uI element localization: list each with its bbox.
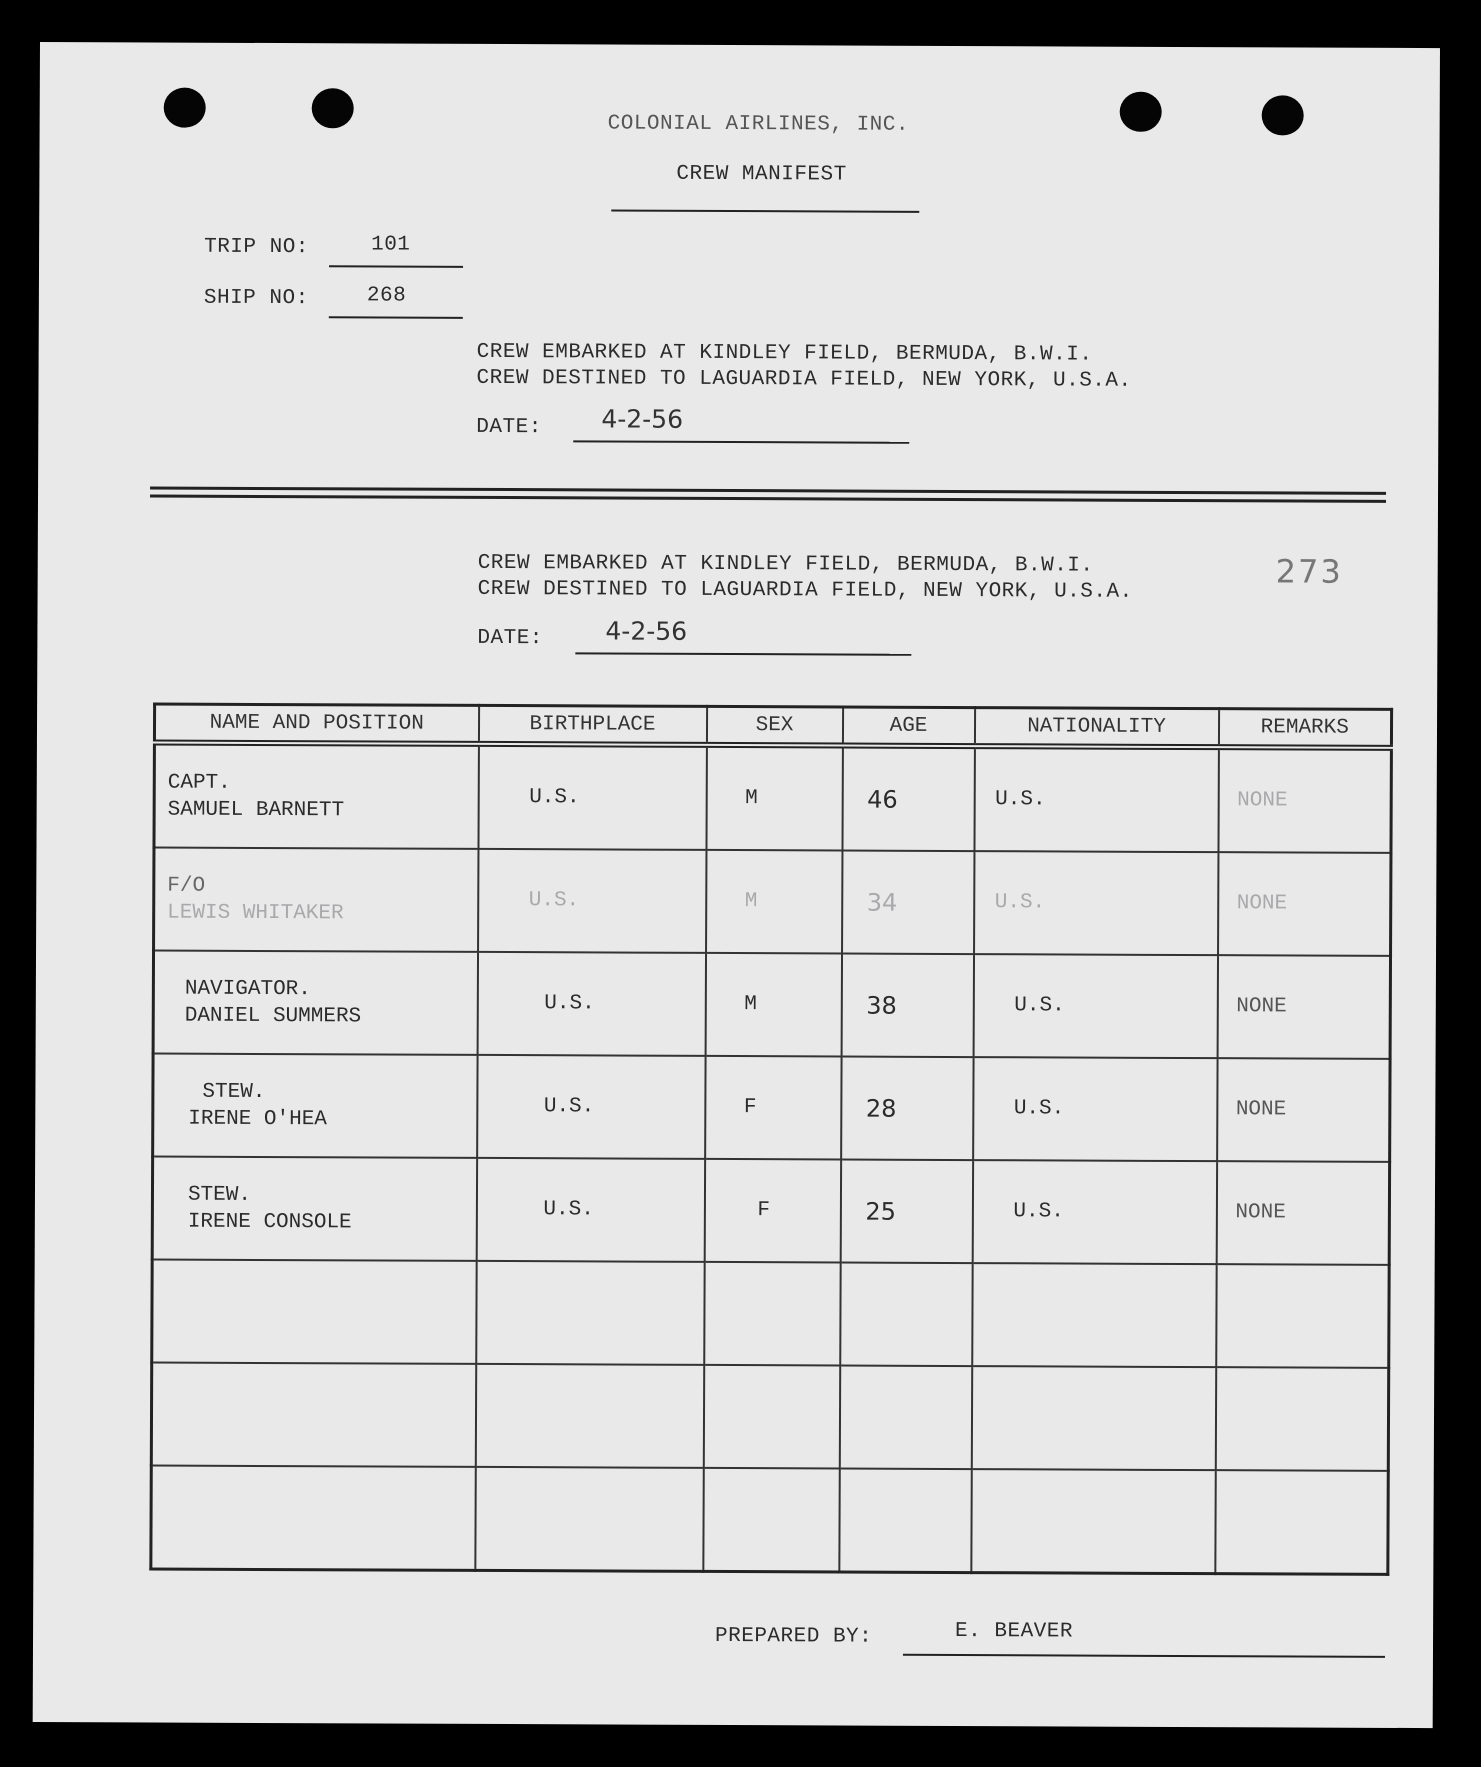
empty-cell	[840, 1263, 972, 1367]
top-date-value: 4-2-56	[601, 404, 684, 434]
remarks-cell: NONE	[1217, 955, 1390, 1059]
section-divider-2	[150, 494, 1386, 502]
sex-cell: F	[705, 1056, 841, 1160]
birthplace-cell: U.S.	[476, 1158, 704, 1262]
table-header-row	[154, 704, 1391, 748]
age-cell: 25	[840, 1160, 972, 1264]
table-row	[152, 1157, 1389, 1265]
punch-hole-2	[312, 88, 354, 128]
page-number: 273	[1275, 552, 1343, 591]
trip-field	[329, 231, 463, 268]
empty-cell	[475, 1467, 703, 1571]
table-row	[154, 743, 1391, 853]
crew-position: STEW.	[202, 1080, 266, 1104]
name-position-cell	[153, 1054, 477, 1158]
crew-position: CAPT.	[167, 771, 231, 795]
sex-cell: M	[706, 745, 842, 851]
top-destined: CREW DESTINED TO LAGUARDIA FIELD, NEW YORK, U.S.A.	[476, 366, 1132, 393]
manifest-sheet	[33, 42, 1440, 1728]
prepared-by-field	[903, 1620, 1385, 1658]
crew-name: IRENE O'HEA	[188, 1107, 327, 1131]
crew-table	[149, 702, 1393, 1575]
empty-cell	[1216, 1264, 1389, 1368]
table-row	[152, 1260, 1389, 1368]
top-date-label: DATE:	[476, 415, 542, 440]
trip-label: TRIP NO:	[204, 235, 309, 260]
prepared-by-value: E. BEAVER	[955, 1620, 1074, 1644]
empty-cell	[704, 1262, 840, 1366]
birthplace-cell: U.S.	[478, 744, 706, 850]
nationality-cell: U.S.	[974, 851, 1218, 955]
empty-cell	[972, 1263, 1216, 1367]
empty-cell	[703, 1365, 839, 1469]
remarks-cell: NONE	[1217, 1058, 1390, 1162]
top-date-field	[573, 404, 909, 443]
crew-name: IRENE CONSOLE	[187, 1210, 352, 1234]
empty-cell	[475, 1364, 703, 1468]
age-cell: 34	[842, 851, 974, 955]
punch-hole-4	[1262, 95, 1304, 135]
empty-cell	[971, 1366, 1215, 1470]
remarks-cell: NONE	[1218, 852, 1391, 956]
crew-position: NAVIGATOR.	[184, 977, 311, 1001]
crew-name: LEWIS WHITAKER	[167, 901, 344, 925]
age-cell: 28	[841, 1057, 973, 1161]
col-nationality: NATIONALITY	[974, 708, 1218, 748]
ship-value: 268	[366, 284, 407, 308]
sex-cell: F	[704, 1159, 840, 1263]
sex-cell: M	[706, 850, 842, 954]
empty-cell	[971, 1469, 1215, 1574]
title-underline	[611, 209, 919, 212]
nationality-cell: U.S.	[974, 746, 1218, 852]
name-position-cell	[152, 1157, 476, 1261]
table-row	[153, 1054, 1390, 1162]
prepared-by-label: PREPARED BY:	[714, 1624, 873, 1649]
nationality-cell: U.S.	[972, 1160, 1216, 1264]
empty-cell	[839, 1469, 971, 1573]
bottom-destined: CREW DESTINED TO LAGUARDIA FIELD, NEW YORK, U.S.A.	[477, 577, 1133, 604]
section-divider-1	[150, 486, 1386, 494]
col-name-position: NAME AND POSITION	[154, 704, 478, 744]
bottom-embarked: CREW EMBARKED AT KINDLEY FIELD, BERMUDA, B.W.I.	[477, 551, 1094, 578]
col-age: AGE	[842, 707, 974, 746]
birthplace-cell: U.S.	[477, 952, 705, 1056]
punch-hole-3	[1120, 92, 1162, 132]
bottom-date-field	[575, 616, 911, 655]
remarks-cell: NONE	[1216, 1161, 1389, 1265]
bottom-date-label: DATE:	[477, 626, 543, 651]
name-position-cell	[154, 848, 478, 952]
birthplace-cell: U.S.	[477, 1055, 705, 1159]
table-row	[151, 1363, 1388, 1471]
table-row	[153, 951, 1390, 1059]
crew-position: F/O	[167, 874, 206, 898]
ship-label: SHIP NO:	[203, 286, 309, 311]
empty-cell	[476, 1261, 704, 1365]
birthplace-cell: U.S.	[478, 849, 706, 953]
age-cell: 38	[841, 954, 973, 1058]
sex-cell: M	[705, 953, 841, 1057]
empty-cell	[1215, 1470, 1388, 1574]
form-title: CREW MANIFEST	[676, 162, 847, 187]
col-birthplace: BIRTHPLACE	[478, 705, 706, 744]
nationality-cell: U.S.	[973, 954, 1217, 1058]
empty-cell	[703, 1468, 839, 1572]
nationality-cell: U.S.	[973, 1057, 1217, 1161]
empty-cell	[839, 1366, 971, 1470]
bottom-date-value: 4-2-56	[605, 616, 688, 646]
name-position-cell	[153, 951, 477, 1055]
empty-cell	[152, 1260, 476, 1364]
empty-cell	[151, 1465, 475, 1570]
col-remarks: REMARKS	[1218, 709, 1391, 748]
ship-field	[329, 282, 463, 319]
punch-hole-1	[164, 88, 206, 128]
company-name: COLONIAL AIRLINES, INC.	[607, 112, 910, 137]
empty-cell	[1215, 1367, 1388, 1471]
table-row	[154, 848, 1391, 956]
col-sex: SEX	[706, 706, 842, 745]
empty-cell	[151, 1363, 475, 1467]
crew-position: STEW.	[187, 1183, 252, 1207]
table-row	[151, 1465, 1388, 1574]
remarks-cell: NONE	[1218, 747, 1391, 853]
top-embarked: CREW EMBARKED AT KINDLEY FIELD, BERMUDA, B.W.I.	[476, 340, 1093, 367]
name-position-cell	[154, 743, 478, 849]
crew-name: SAMUEL BARNETT	[167, 798, 345, 822]
trip-value: 101	[371, 233, 411, 257]
age-cell: 46	[842, 746, 974, 852]
crew-name: DANIEL SUMMERS	[184, 1004, 362, 1028]
